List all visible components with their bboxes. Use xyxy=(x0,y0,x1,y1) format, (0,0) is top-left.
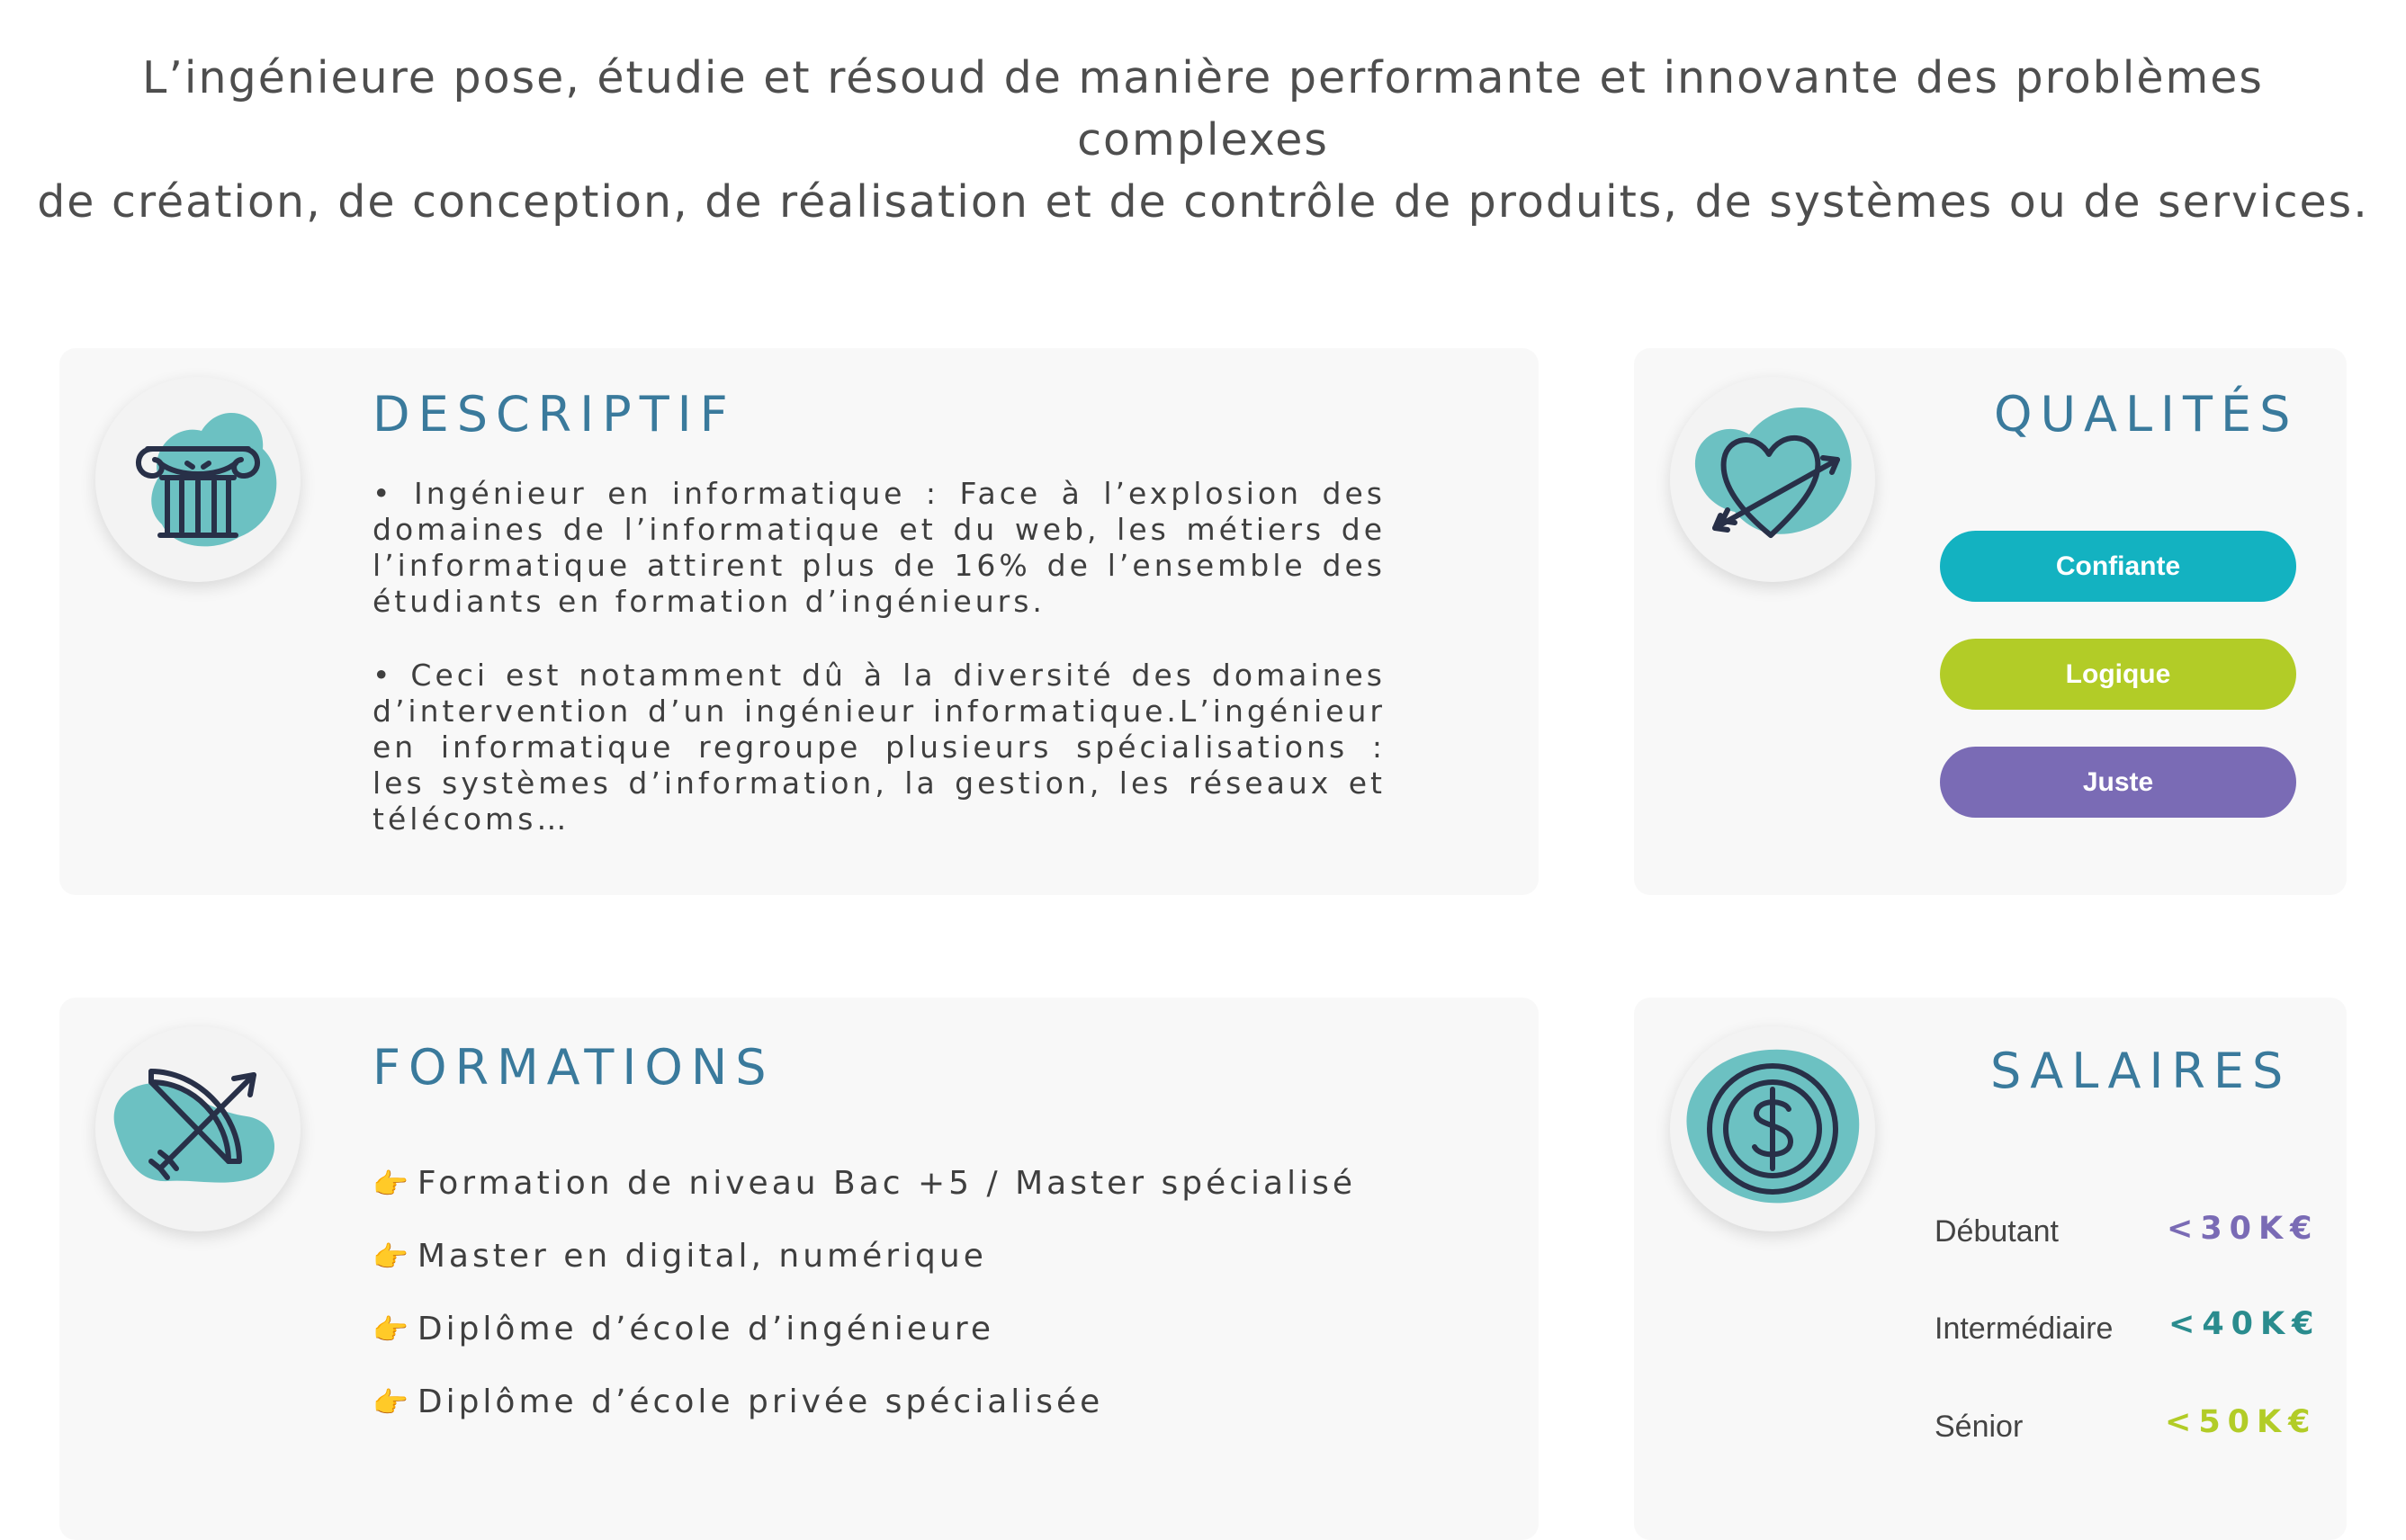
descriptif-card xyxy=(59,348,1539,895)
intro-text xyxy=(36,47,2370,233)
formations-card xyxy=(59,998,1539,1540)
pointing-hand-icon: 👉 xyxy=(373,1240,412,1274)
salaires-icon-badge xyxy=(1670,1026,1875,1231)
formation-item: 👉 Formation de niveau Bac +5 / Master spécialisé xyxy=(373,1165,1357,1202)
qualites-card xyxy=(1634,348,2347,895)
formation-item: 👉 Master en digital, numérique xyxy=(373,1238,987,1275)
salaires-title: SALAIRES xyxy=(1990,1043,2292,1099)
dollar-coin-icon xyxy=(1670,1026,1875,1231)
intro-line-1: L’ingénieure pose, étudie et résoud de manière performante et innovante des problèmes complexes xyxy=(142,52,2264,166)
heart-arrow-icon xyxy=(1670,377,1875,582)
salary-level-label: Débutant xyxy=(1935,1214,2059,1249)
qualites-icon-badge xyxy=(1670,377,1875,582)
salary-level-label: Sénior xyxy=(1935,1410,2024,1444)
quality-pill-logique: Logique xyxy=(1940,639,2296,710)
quality-pill-confiante: Confiante xyxy=(1940,531,2296,602)
formations-title: FORMATIONS xyxy=(373,1039,775,1096)
bow-arrow-icon xyxy=(95,1026,301,1231)
salary-value: <50K€ xyxy=(2165,1404,2318,1440)
formations-icon-badge xyxy=(95,1026,301,1231)
salaires-card xyxy=(1634,998,2347,1540)
descriptif-icon-badge xyxy=(95,377,301,582)
salary-value: <30K€ xyxy=(2167,1211,2320,1247)
salary-level-label: Intermédiaire xyxy=(1935,1312,2114,1346)
pointing-hand-icon: 👉 xyxy=(373,1385,412,1419)
descriptif-title: DESCRIPTIF xyxy=(373,386,736,443)
descriptif-paragraph-2: • Ceci est notamment dû à la diversité des domaines d’intervention d’un ingénieur informatique.L’ingénieur en informatique regroupe plusieurs spécialisations : les systèmes d’information, la gestion, les réseaux et télécoms… xyxy=(373,658,1386,837)
ionic-column-icon xyxy=(95,377,301,582)
salary-value: <40K€ xyxy=(2168,1306,2321,1342)
quality-pill-juste: Juste xyxy=(1940,747,2296,818)
descriptif-paragraph-1: • Ingénieur en informatique : Face à l’explosion des domaines de l’informatique et du web, les métiers de l’informatique attirent plus de 16% de l’ensemble des étudiants en formation d’ingénieurs. xyxy=(373,476,1386,619)
formation-item: 👉 Diplôme d’école d’ingénieure xyxy=(373,1311,995,1348)
intro-line-2: de création, de conception, de réalisation et de contrôle de produits, de systèmes ou de services. xyxy=(37,176,2369,228)
pointing-hand-icon: 👉 xyxy=(373,1312,412,1347)
qualites-title: QUALITÉS xyxy=(1994,386,2299,443)
formation-item: 👉 Diplôme d’école privée spécialisée xyxy=(373,1383,1104,1420)
pointing-hand-icon: 👉 xyxy=(373,1167,412,1201)
